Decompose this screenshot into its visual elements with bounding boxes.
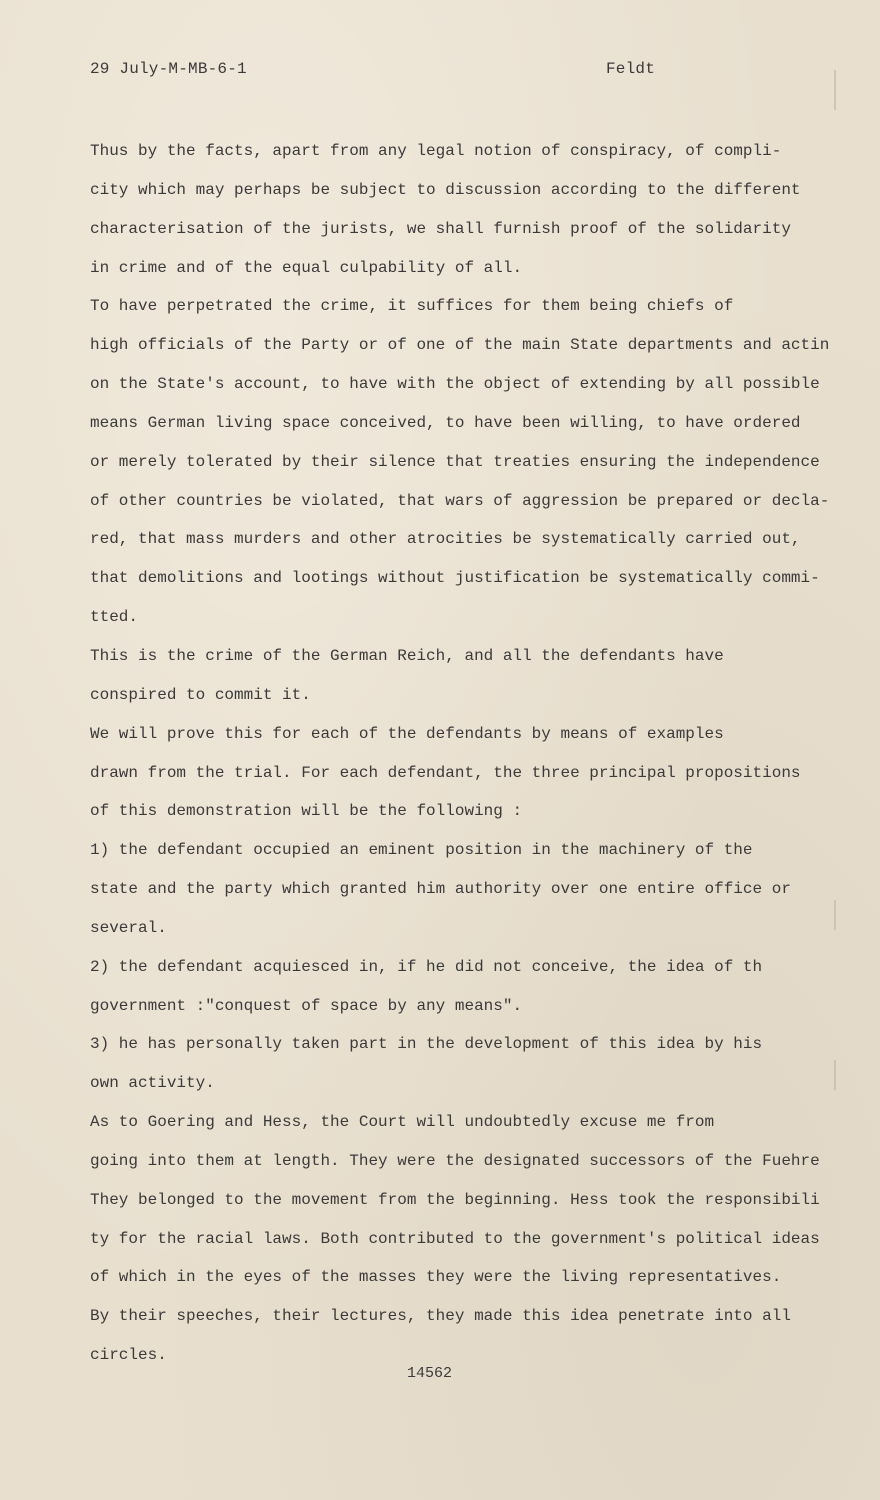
paper-edge-mark (834, 1060, 836, 1090)
text-line: 3) he has personally taken part in the development of this idea by his (90, 1035, 763, 1054)
text-line: 1) the defendant occupied an eminent position in the machinery of the (90, 841, 753, 860)
paper-edge-mark (834, 70, 836, 110)
text-line: 2) the defendant acquiesced in, if he did not conceive, the idea of th (90, 957, 763, 976)
document-body (90, 132, 835, 1375)
page-number: 14562 (407, 1365, 453, 1382)
text-line: high officials of the Party or of one of the main State departments and actin (90, 336, 830, 355)
text-line: Thus by the facts, apart from any legal notion of conspiracy, of compli- (90, 142, 782, 160)
text-line: state and the party which granted him authority over one entire office or (90, 880, 791, 899)
text-line: that demolitions and lootings without justification be systematically commi- (90, 569, 820, 588)
text-line: on the State's account, to have with the object of extending by all possible (90, 375, 820, 394)
text-line: city which may perhaps be subject to discussion according to the different (90, 180, 801, 199)
text-line: going into them at length. They were the designated successors of the Fuehre (90, 1151, 820, 1170)
text-line: of this demonstration will be the following : (90, 802, 523, 821)
text-line: means German living space conceived, to have been willing, to have ordered (90, 413, 801, 432)
text-line: drawn from the trial. For each defendant, the three principal propositions (90, 763, 801, 782)
text-line: or merely tolerated by their silence that treaties ensuring the independence (90, 452, 820, 471)
text-line: several. (90, 918, 167, 937)
text-line: We will prove this for each of the defendants by means of examples (90, 724, 724, 743)
text-line: To have perpetrated the crime, it suffices for them being chiefs of (90, 297, 734, 316)
header-reference: 29 July-M-MB-6-1 (90, 60, 247, 78)
text-line: conspired to commit it. (90, 685, 311, 704)
text-line: circles. (90, 1346, 167, 1365)
text-line: As to Goering and Hess, the Court will undoubtedly excuse me from (90, 1113, 715, 1132)
text-line: government :"conquest of space by any means". (90, 996, 523, 1015)
text-line: tted. (90, 608, 139, 627)
text-line: ty for the racial laws. Both contributed to the government's political ideas (90, 1229, 820, 1248)
text-line: characterisation of the jurists, we shall furnish proof of the solidarity (90, 219, 791, 238)
text-line: red, that mass murders and other atrocities be systematically carried out, (90, 530, 801, 549)
text-line: in crime and of the equal culpability of all. (90, 258, 523, 277)
text-line: of other countries be violated, that wars of aggression be prepared or decla- (90, 491, 830, 510)
header-name: Feldt (606, 60, 656, 78)
text-line: By their speeches, their lectures, they made this idea penetrate into all (90, 1307, 791, 1326)
text-line: This is the crime of the German Reich, and all the defendants have (90, 646, 724, 665)
text-line: They belonged to the movement from the beginning. Hess took the responsibili (90, 1190, 820, 1209)
text-line: own activity. (90, 1074, 215, 1093)
text-line: of which in the eyes of the masses they were the living representatives. (90, 1268, 782, 1287)
paper-edge-mark (834, 900, 836, 930)
